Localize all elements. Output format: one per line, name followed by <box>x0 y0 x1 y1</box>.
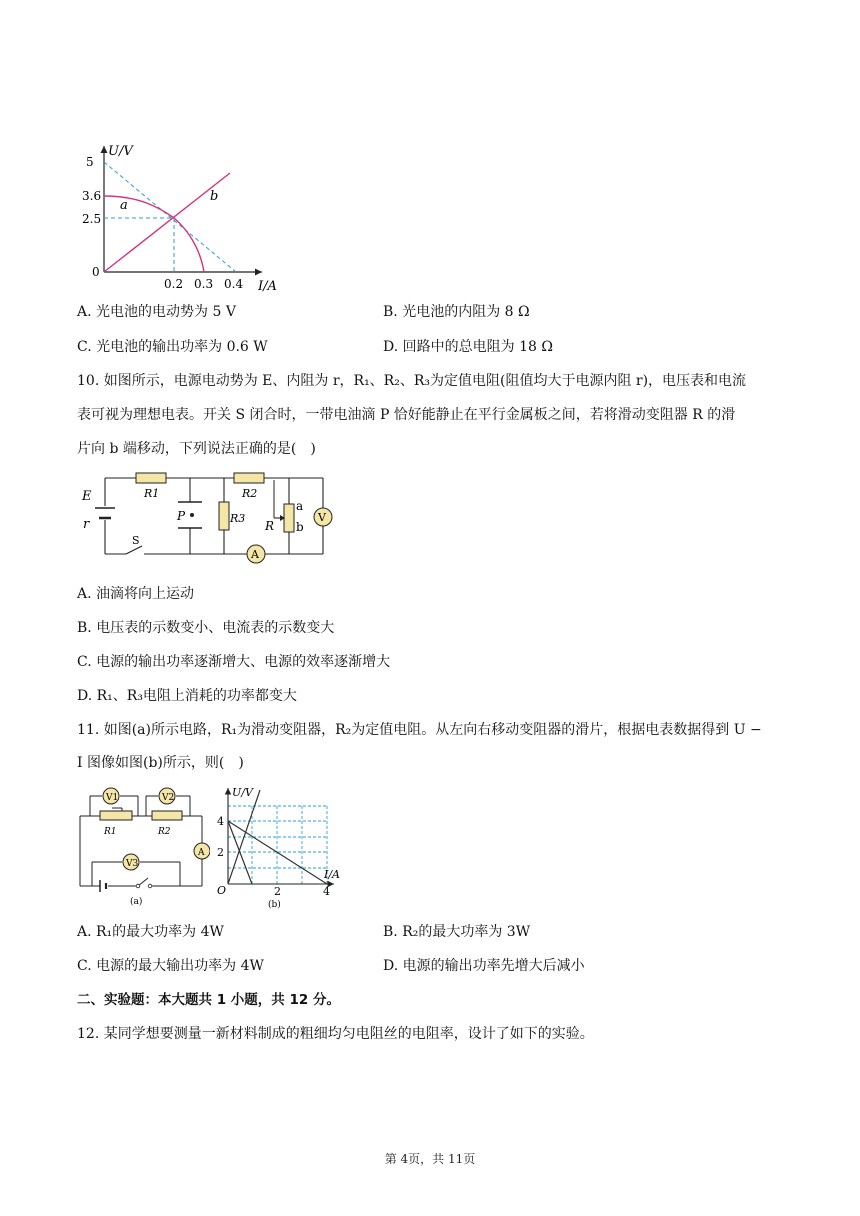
label-V1: V1 <box>106 793 119 803</box>
line-b-label: b <box>210 189 219 204</box>
q9-option-b[interactable]: B. 光电池的内阻为 8 Ω <box>383 304 530 320</box>
label-V: V <box>318 511 326 524</box>
y-axis-label: U/V <box>108 144 133 159</box>
label-R: R <box>265 519 275 533</box>
q9-option-d[interactable]: D. 回路中的总电阻为 18 Ω <box>383 339 553 355</box>
label-A: A <box>198 848 205 858</box>
origin-label: 0 <box>92 265 100 279</box>
curve-a-label: a <box>120 198 128 213</box>
label-P: P <box>177 509 186 523</box>
q9-option-c[interactable]: C. 光电池的输出功率为 0.6 W <box>77 339 268 355</box>
x-tick: 0.2 <box>164 277 184 291</box>
fig-b-caption: (b) <box>268 900 281 910</box>
label-R2: R2 <box>242 487 258 500</box>
label-V3: V3 <box>126 859 139 869</box>
label-S: S <box>132 534 140 547</box>
origin-label: O <box>217 884 227 897</box>
y-tick: 3.6 <box>82 189 102 203</box>
page-footer: 第 4页，共 11页 <box>384 1152 476 1166</box>
label-R2: R2 <box>158 827 171 837</box>
q10-option-d[interactable]: D. R₁、R₃电阻上消耗的功率都变大 <box>77 688 297 704</box>
x-tick: 0.4 <box>224 277 244 291</box>
x-tick: 4 <box>323 885 330 898</box>
x-tick: 0.3 <box>194 277 214 291</box>
y-tick: 5 <box>86 155 94 169</box>
q10-stem-line2: 表可视为理想电表。开关 S 闭合时，一带电油滴 P 恰好能静止在平行金属板之间，若将滑动变阻器 R 的滑 <box>77 407 736 423</box>
x-tick: 2 <box>274 885 281 898</box>
label-b: b <box>296 520 304 534</box>
q10-stem-line3: 片向 b 端移动，下列说法正确的是( ) <box>77 441 316 457</box>
label-E: E <box>82 489 92 504</box>
y-axis-label: U/V <box>232 786 253 799</box>
q10-circuit-diagram <box>78 468 338 572</box>
q10-option-c[interactable]: C. 电源的输出功率逐渐增大、电源的效率逐渐增大 <box>77 654 391 670</box>
q11-circuit-fig-a <box>76 782 210 906</box>
fig-a-caption: (a) <box>130 897 143 906</box>
q10-option-a[interactable]: A. 油滴将向上运动 <box>77 586 195 602</box>
q11-stem-line2: I 图像如图(b)所示，则( ) <box>77 755 244 771</box>
label-R1: R1 <box>104 827 117 837</box>
q10-option-b[interactable]: B. 电压表的示数变小、电流表的示数变大 <box>77 620 335 636</box>
q11-option-d[interactable]: D. 电源的输出功率先增大后减小 <box>383 958 585 974</box>
y-tick: 2 <box>217 846 224 859</box>
y-tick: 4 <box>217 815 224 828</box>
q9-option-a[interactable]: A. 光电池的电动势为 5 V <box>77 304 236 320</box>
label-R3: R3 <box>230 512 246 525</box>
q11-option-c[interactable]: C. 电源的最大输出功率为 4W <box>77 958 264 974</box>
q11-stem-line1: 11. 如图(a)所示电路，R₁为滑动变阻器，R₂为定值电阻。从左向右移动变阻器的滑片，根据电表数据得到 U − <box>77 722 762 738</box>
q12-stem: 12. 某同学想要测量一新材料制成的粗细均匀电阻丝的电阻率，设计了如下的实验。 <box>77 1026 594 1042</box>
label-V2: V2 <box>162 793 175 803</box>
y-tick: 2.5 <box>82 212 102 226</box>
q9-ui-graph <box>80 138 280 298</box>
label-r: r <box>83 517 90 532</box>
q11-option-b[interactable]: B. R₂的最大功率为 3W <box>383 924 531 940</box>
q11-graph-fig-b <box>212 782 358 910</box>
label-A: A <box>251 548 259 561</box>
x-axis-label: I/A <box>324 868 340 881</box>
label-a: a <box>296 499 304 513</box>
label-R1: R1 <box>144 487 160 500</box>
x-axis-label: I/A <box>258 279 277 294</box>
q11-option-a[interactable]: A. R₁的最大功率为 4W <box>77 924 224 940</box>
section-heading: 二、实验题：本大题共 1 小题，共 12 分。 <box>77 992 340 1008</box>
q10-stem-line1: 10. 如图所示，电源电动势为 E、内阻为 r，R₁、R₂、R₃为定值电阻(阻值均大于电源内阻 r)，电压表和电流 <box>77 373 747 389</box>
